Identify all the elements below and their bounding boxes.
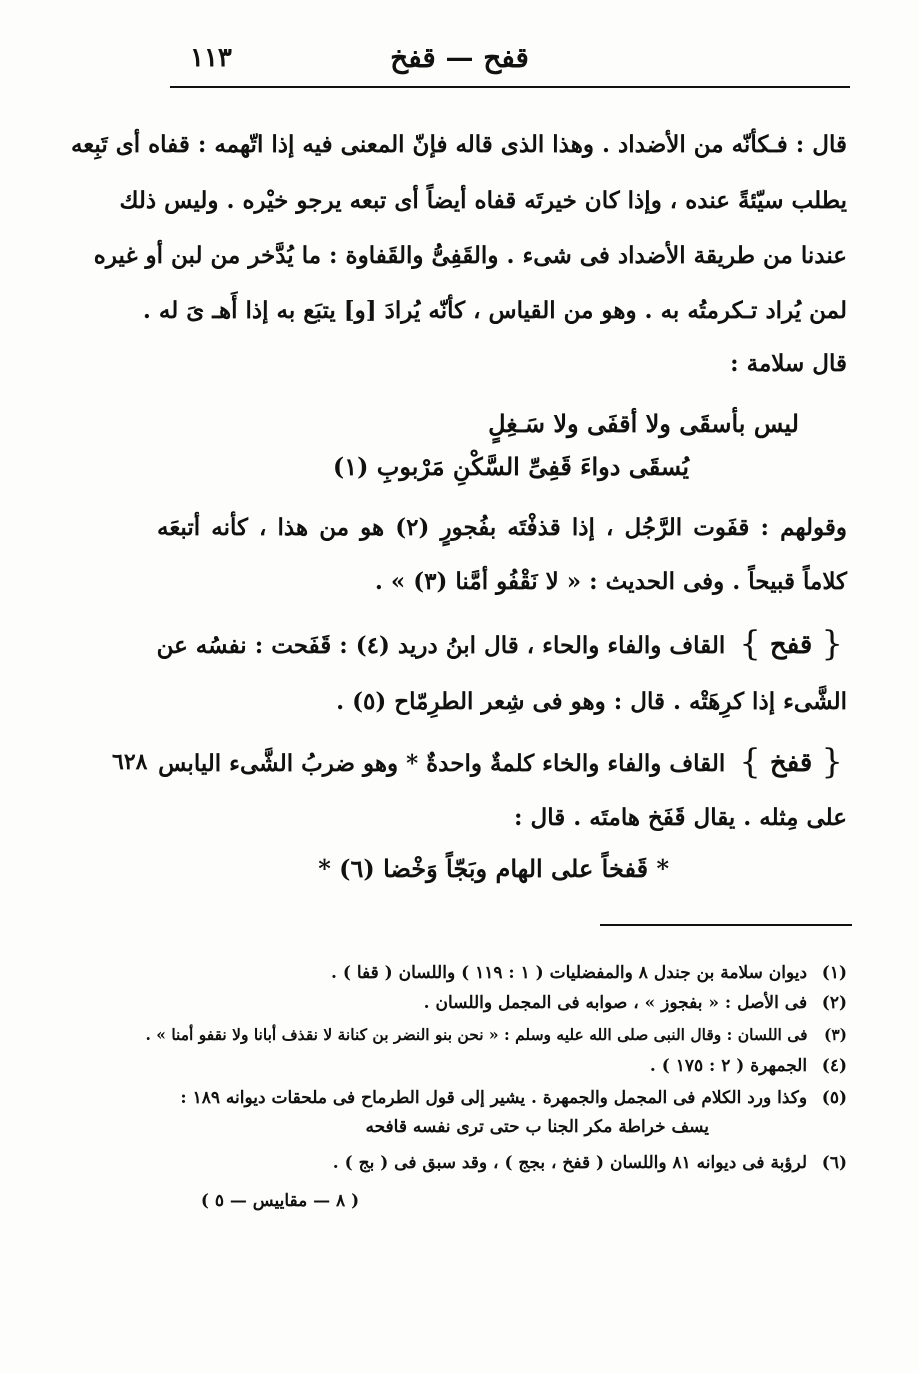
entry-text: القاف والفاء والخاء كلمةٌ واحدةٌ * وهو ضربُ الشَّىء اليابس [158,750,726,777]
page-number: ١١٣ [190,43,232,73]
verse-hemistich: يُسقَى دواءَ قَفِىِّ السَّكْنِ مَرْبوبِ (١) [332,452,689,481]
footnote [147,990,847,1016]
page-header-title: قفح — قفخ [390,41,529,74]
footnote-text: لرؤبة فى ديوانه ٨١ واللسان ( قفخ ، بجج ) ، وقد سبق فى ( بج ) . [332,1153,808,1173]
entry-text: القاف والفاء والحاء ، قال ابنُ دريد (٤) : قَفَحت : نفسُه عن [156,632,726,659]
printer-signature: ( ٨ — مقاييس — ٥ ) [200,1191,360,1211]
footnote-rule [600,924,852,926]
footnote [147,1150,847,1176]
footnote [147,1022,847,1048]
entry-headword: { قفخ } [739,742,843,782]
footnote [147,960,847,986]
footnote-number: (٤) [821,1056,847,1076]
footnote-text: فى الأصل : « بفجوز » ، صوابه فى المجمل واللسان . [423,993,808,1013]
body-line: وقولهم : قفَوت الرَّجُل ، إذا قذفْتَه بفُجورٍ (٢) هو من هذا ، كأنه أتبعَه [157,514,847,541]
footnote-text: ديوان سلامة بن جندل ٨ والمفضليات ( ١ : ١١٩ ) واللسان ( قفا ) . [331,963,808,983]
body-line: على مِثله . يقال قَفَخ هامتَه . قال : [514,804,847,831]
dictionary-entry-qfkh [107,740,847,786]
footnote-verse: يسف خراطة مكر الجنا ب حتى ترى نفسه قافحه [365,1117,709,1137]
footnote-number: (٣) [823,1025,847,1044]
footnote-number: (٥) [821,1088,847,1108]
verse-hemistich: ليس بأسقَى ولا أقفَى ولا سَـغِلٍ [488,409,799,438]
entry-headword: { قفح } [739,624,843,664]
footnote-text: وكذا ورد الكلام فى المجمل والجمهرة . يشير إلى قول الطرماح فى ملحقات ديوانه ١٨٩ : [180,1088,808,1108]
footnote-number: (٦) [821,1153,847,1173]
footnote-number: (٢) [821,993,847,1013]
body-line: لمن يُراد تـكرمتُه به . وهو من القياس ، كأنّه يُرادَ [و] يتبَع به إذا أَهـ ىَ له . [142,297,847,324]
footnote-text: الجمهرة ( ٢ : ١٧٥ ) . [649,1056,808,1076]
margin-number: ٦٢٨ [112,749,148,775]
verse-line: * قَفخاً على الهام وبَجّاً وَخْضا (٦) * [318,854,669,883]
dictionary-entry-qfh [157,622,847,668]
body-line: يطلب سيّئةً عنده ، وإذا كان خيرتَه قفاه أيضاً أى تبعه يرجو خيْره . وليس ذلك [119,187,847,214]
footnote-number: (١) [821,963,847,983]
footnote [147,1053,847,1079]
body-line: الشَّىء إذا كرِهَتْه . قال : وهو فى شِعر الطرِمّاح (٥) . [336,688,847,715]
footnote-text: فى اللسان : وقال النبى صلى الله عليه وسلم : « نحن بنو النضر بن كنانة لا نقذف أبانا ولا نقفو أمنا » . [145,1025,808,1044]
footnote [147,1085,847,1111]
header-rule [170,86,850,88]
body-line: كلاماً قبيحاً . وفى الحديث : « لا نَقْفُو أمَّنا (٣) » . [374,568,847,595]
body-line: قال سلامة : [730,350,847,377]
body-line: قال : فـكأنّه من الأضداد . وهذا الذى قاله فإنّ المعنى فيه إذا اتّهمه : قفاه أى تَبِعه [70,131,847,158]
body-line: عندنا من طريقة الأضداد فى شىء . والقَفِىُّ والقَفاوة : ما يُدَّخر من لبن أو غيره [93,242,847,269]
